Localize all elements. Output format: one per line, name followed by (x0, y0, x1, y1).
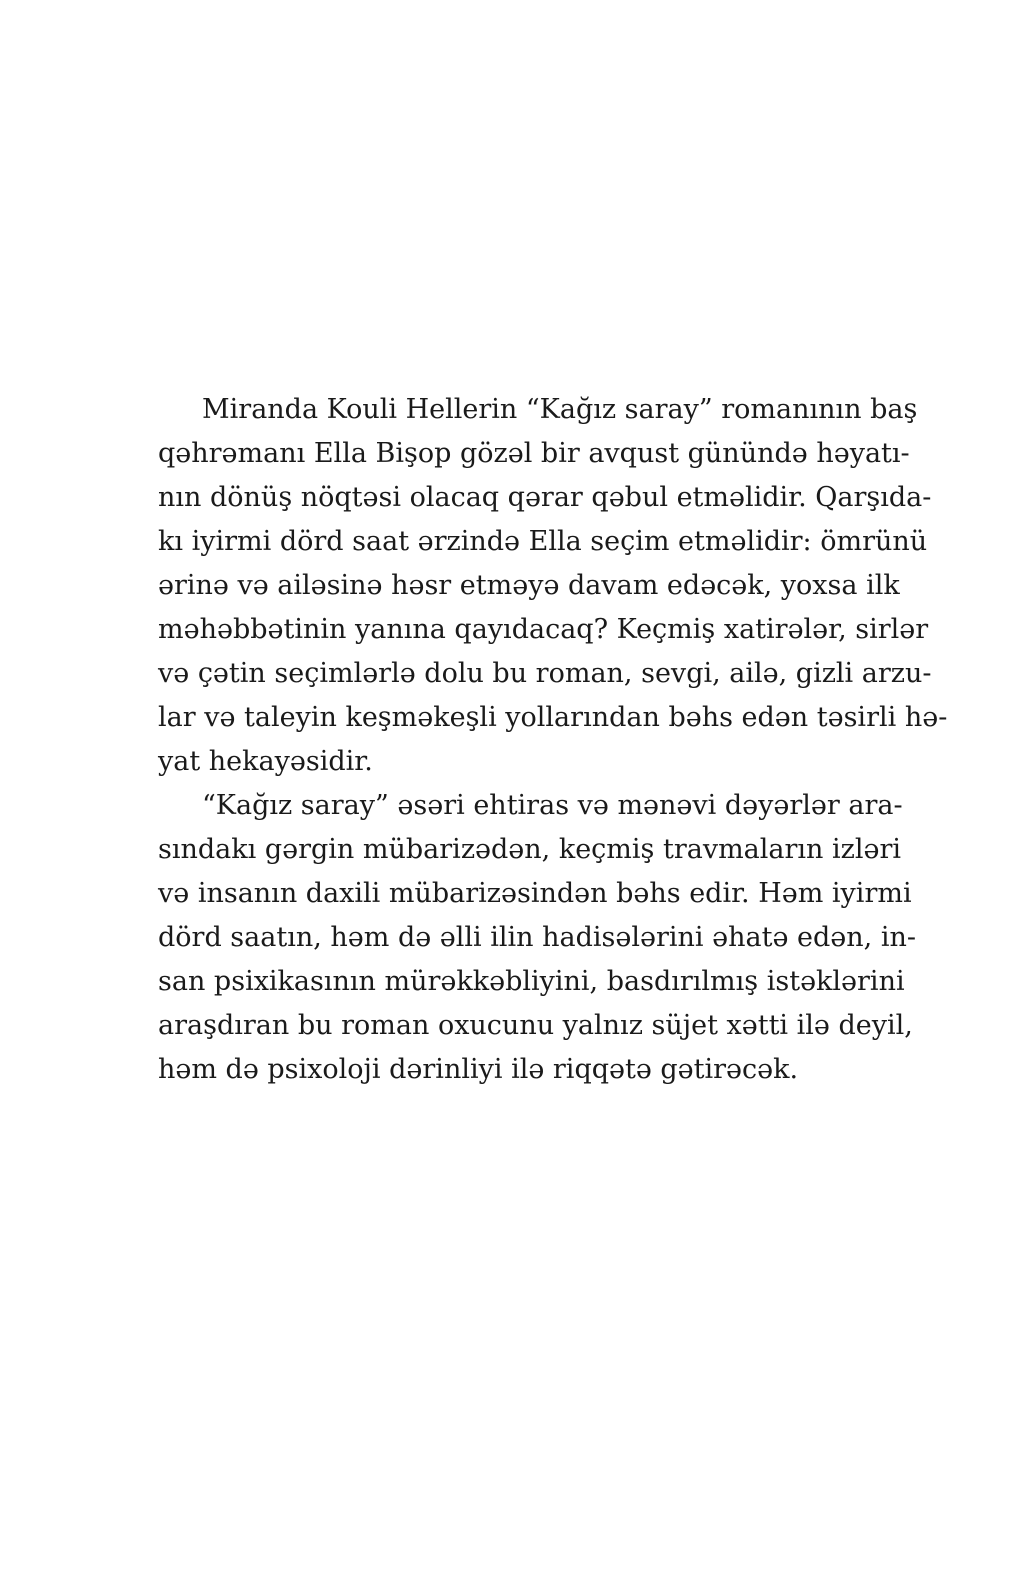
text-line: sındakı gərgin mübarizədən, keçmiş travmaların izləri (158, 834, 902, 865)
text-line: yat hekayəsidir. (158, 746, 373, 777)
text-line: kı iyirmi dörd saat ərzində Ella seçim etməlidir: ömrünü (158, 526, 928, 557)
body-text (158, 388, 948, 1092)
text-line: san psixikasının mürəkkəbliyini, basdırılmış istəklərini (158, 966, 905, 997)
text-line: həm də psixoloji dərinliyi ilə riqqətə gətirəcək. (158, 1054, 799, 1085)
text-line: ərinə və ailəsinə həsr etməyə davam edəcək, yoxsa ilk (158, 570, 900, 601)
text-line: araşdıran bu roman oxucunu yalnız süjet xətti ilə deyil, (158, 1010, 913, 1041)
paragraph-1 (158, 388, 948, 784)
text-line: qəhrəmanı Ella Bişop gözəl bir avqust günündə həyatı- (158, 438, 910, 469)
text-line: lar və taleyin keşməkeşli yollarından bəhs edən təsirli hə- (158, 702, 948, 733)
paragraph-2 (158, 784, 916, 1092)
text-line: məhəbbətinin yanına qayıdacaq? Keçmiş xatirələr, sirlər (158, 614, 929, 645)
text-line: dörd saatın, həm də əlli ilin hadisələrini əhatə edən, in- (158, 922, 916, 953)
text-line: Miranda Kouli Hellerin “Kağız saray” romanının baş (202, 394, 918, 425)
text-line: nın dönüş nöqtəsi olacaq qərar qəbul etməlidir. Qarşıda- (158, 482, 932, 513)
text-line: “Kağız saray” əsəri ehtiras və mənəvi dəyərlər ara- (202, 790, 903, 821)
text-line: və çətin seçimlərlə dolu bu roman, sevgi, ailə, gizli arzu- (158, 658, 932, 689)
text-line: və insanın daxili mübarizəsindən bəhs edir. Həm iyirmi (158, 878, 912, 909)
